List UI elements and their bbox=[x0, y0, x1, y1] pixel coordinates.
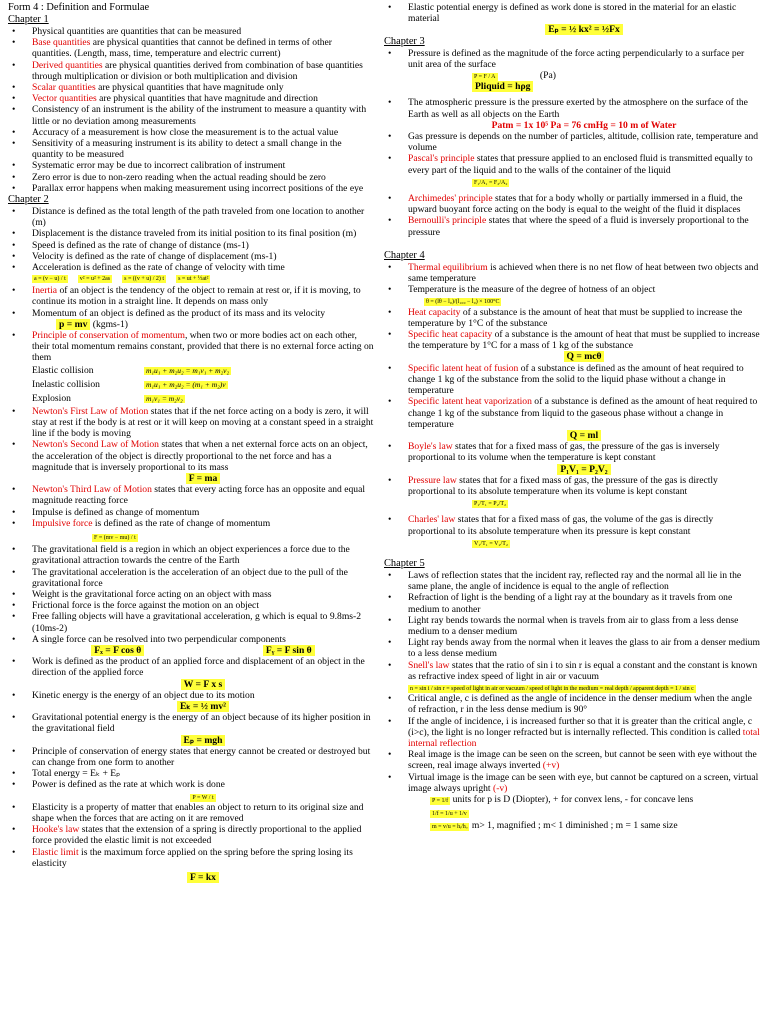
equation: Pliquid = hρg bbox=[472, 81, 533, 92]
collision-row: Inelastic collision m₁u₁ + m₂u₂ = (m₁ + m₂)v bbox=[32, 379, 226, 391]
list-item: • Zero error is due to non-zero reading when the actual reading should be zero bbox=[32, 172, 374, 183]
lens-equation bbox=[408, 805, 760, 820]
momentum-equation: p = mv (kgms-1) bbox=[32, 319, 374, 330]
left-column bbox=[8, 2, 374, 883]
term: Specific heat capacity bbox=[408, 329, 493, 341]
list-item: • Vector quantities are physical quantities that have magnitude and direction bbox=[32, 93, 374, 104]
equation: Q = ml bbox=[567, 430, 601, 441]
list-item: • Speed is defined as the rate of change of distance (ms-1) bbox=[32, 240, 374, 251]
equation: P = W / t bbox=[192, 794, 214, 801]
list-item: • Free falling objects will have a gravitational acceleration, g which is equal to 9.8ms-2 (10ms-2) bbox=[32, 611, 374, 633]
list-item: • Gravitational potential energy is the energy of an object because of its higher position in the gravitational field bbox=[32, 712, 374, 734]
force-components bbox=[32, 645, 374, 656]
snell-equation bbox=[408, 682, 760, 693]
list-item: • Frictional force is the force against the motion on an object bbox=[32, 600, 374, 611]
list-item: • Boyle's law states that for a fixed mass of gas, the pressure of the gas is inversely proportional to its volume when the temperature is kept constant bbox=[408, 441, 760, 463]
list-item: • Laws of reflection states that the incident ray, reflected ray and the normal all lie in the same plane, the angle of incidence is equal to the angle of reflection bbox=[408, 570, 760, 592]
chapter-1-list bbox=[8, 26, 374, 194]
list-item: • Bernoulli's principle states that where the speed of a fluid is inversely proportional to the pressure bbox=[408, 215, 760, 237]
lens-power-row: P = 1/f units for p is D (Diopter), + for convex lens, - for concave lens bbox=[432, 794, 694, 805]
temperature-equation bbox=[408, 295, 760, 306]
list-item: • Thermal equilibrium is achieved when there is no net flow of heat between two objects and same temperature bbox=[408, 262, 760, 284]
right-column bbox=[384, 2, 760, 832]
equation: Fᵧ = F sin θ bbox=[263, 645, 315, 656]
equation: F = (mv − mu) / t bbox=[94, 534, 136, 541]
kinematic-equations bbox=[32, 273, 374, 285]
list-item: • Specific latent heat of fusion of a substance is defined as the amount of heat required to change 1 kg of the substance from the solid to the liquid phase without a change in temperature bbox=[408, 363, 760, 397]
list-item: • Work is defined as the product of an applied force and displacement of an object in the direction of the applied force bbox=[32, 656, 374, 678]
list-item: • Newton's First Law of Motion states that if the net force acting on a body is zero, it will stay at rest if the body is at rest or it will keep on moving at a constant speed in a straight line if the body is moving bbox=[32, 406, 374, 440]
q1-equation bbox=[408, 351, 760, 362]
chapter-2-heading: Chapter 2 bbox=[8, 194, 49, 206]
list-item: • Scalar quantities are physical quantities that have magnitude only bbox=[32, 82, 374, 93]
chapter-4-list bbox=[384, 262, 760, 548]
list-item: • Consistency of an instrument is the ability of the instrument to measure a quantity with little or no deviation among measurements bbox=[32, 104, 374, 126]
term: Derived quantities bbox=[32, 59, 103, 71]
list-item: • Displacement is the distance traveled from its initial position to its final position (m) bbox=[32, 228, 374, 239]
term: Newton's First Law of Motion bbox=[32, 405, 149, 417]
pressure-equation: P = F / A (Pa) bbox=[474, 70, 556, 82]
list-item: • Newton's Third Law of Motion states that every acting force has an opposite and equal magnitude reacting force bbox=[32, 484, 374, 506]
q2-equation bbox=[408, 430, 760, 441]
term: Hooke's law bbox=[32, 824, 80, 836]
equation: 1/f = 1/u + 1/v bbox=[432, 811, 467, 818]
list-item: • Impulsive force is defined as the rate of change of momentum bbox=[32, 518, 374, 529]
term: total internal reflection bbox=[408, 726, 760, 749]
equation: Fₓ = F cos θ bbox=[91, 645, 144, 656]
term: Base quantities bbox=[32, 37, 91, 49]
list-item: • Inertia of an object is the tendency of the object to remain at rest or, if it is moving, to continue its motion in a straight line. It depends on mass only bbox=[32, 285, 374, 307]
list-item: • Real image is the image can be seen on the screen, but cannot be seen with eye without the screen, real image always inverted (+v) bbox=[408, 749, 760, 771]
equation: n = sin i / sin r = speed of light in air or vacuum / speed of light in the medium = real depth / apparent depth = 1 / sin c bbox=[410, 685, 694, 692]
list-item: • Hooke's law states that the extension of a spring is directly proportional to the applied force provided the elastic limit is not exceeded bbox=[32, 824, 374, 846]
equation: F₁/A₁ = F₂/A₂ bbox=[474, 179, 508, 186]
list-item: • Snell's law states that the ratio of sin i to sin r is equal a constant and the constant is known as refractive index speed of light in air or vacuum bbox=[408, 660, 760, 682]
hooke-equation bbox=[32, 869, 374, 883]
chapter-5-list bbox=[384, 570, 760, 832]
list-item: • Distance is defined as the total length of the path traveled from one location to another (m) bbox=[32, 206, 374, 228]
equation: Eₚ = ½ kx² = ½Fx bbox=[545, 24, 623, 35]
magnification-row: m = v/u = hᵢ/hₒ m> 1, magnified ; m< 1 diminished ; m = 1 same size bbox=[432, 820, 678, 832]
list-item: • Parallax error happens when making measurement using incorrect positions of the eye bbox=[32, 183, 374, 194]
term: Pascal's principle bbox=[408, 153, 475, 165]
list-item: • Accuracy of a measurement is how close the measurement is to the actual value bbox=[32, 127, 374, 138]
equation: Eₚ = mgh bbox=[181, 735, 226, 746]
list-item: • If the angle of incidence, i is increased further so that it is greater than the critical angle, c (i>c), the light is no longer refracted but is internally reflected. This condition is called total internal reflection bbox=[408, 716, 760, 750]
list-item: • Power is defined as the rate at which work is done bbox=[32, 779, 374, 790]
chapter-3-heading: Chapter 3 bbox=[384, 35, 425, 47]
term: Elastic limit bbox=[32, 846, 79, 858]
list-item: • Heat capacity of a substance is the amount of heat that must be supplied to increase the temperature by 1°C of the substance bbox=[408, 307, 760, 329]
list-item: • Elastic potential energy is defined as work done is stored in the material for an elastic material bbox=[408, 2, 760, 24]
list-item: • Derived quantities are physical quantities derived from combination of base quantities through multiplication or division or both multiplication and division bbox=[32, 60, 374, 82]
term: Newton's Second Law of Motion bbox=[32, 439, 159, 451]
equation: v² = u² + 2as bbox=[79, 276, 111, 283]
equation: s = ut + ½at² bbox=[178, 276, 209, 283]
ke-equation bbox=[32, 701, 374, 712]
list-item: • Base quantities are physical quantities that cannot be defined in terms of other quantities. (Length, mass, time, temperature and electric current) bbox=[32, 37, 374, 59]
term: Specific latent heat vaporization bbox=[408, 396, 532, 408]
list-item: • Velocity is defined as the rate of change of displacement (ms-1) bbox=[32, 251, 374, 262]
chapter-1-heading: Chapter 1 bbox=[8, 14, 49, 25]
pascal-equation bbox=[408, 176, 760, 187]
equation: m₁u₁ + m₂u₂ = m₁v₁ + m₂v₂ bbox=[146, 365, 230, 375]
term: Pressure law bbox=[408, 474, 457, 486]
term: Boyle's law bbox=[408, 441, 453, 453]
list-item: • Light ray bends away from the normal when it leaves the glass to air from a denser medium to a less dense medium bbox=[408, 637, 760, 659]
list-item: • Gas pressure is depends on the number of particles, altitude, collision rate, temperature and volume bbox=[408, 131, 760, 153]
list-item: • Total energy = Eₖ + Eₚ bbox=[32, 768, 374, 779]
list-item: • The gravitational acceleration is the acceleration of an object due to the pull of the gravitational force bbox=[32, 567, 374, 589]
chapter-5-heading: Chapter 5 bbox=[384, 557, 425, 569]
sign: (+v) bbox=[542, 760, 560, 772]
chapter-2-list bbox=[8, 206, 374, 883]
equation: Q = mcθ bbox=[564, 351, 605, 362]
epe-equation bbox=[408, 24, 760, 35]
list-item: • Pressure is defined as the magnitude of the force acting perpendicularly to a surface per unit area of the surface bbox=[408, 48, 760, 70]
term: Charles' law bbox=[408, 514, 456, 526]
list-item: • Impulse is defined as change of momentum bbox=[32, 507, 374, 518]
list-item: • Systematic error may be due to incorrect calibration of instrument bbox=[32, 160, 374, 171]
power-equation bbox=[32, 791, 374, 802]
list-item: • The atmospheric pressure is the pressure exerted by the atmosphere on the surface of the Earth as well as all objects on the Earth bbox=[408, 97, 760, 119]
term: Principle of conservation of momentum bbox=[32, 330, 185, 342]
list-item: • Specific latent heat vaporization of a substance is defined as the amount of heat required to change 1 kg of the substance from liquid to the gaseous phase without a change in temperature bbox=[408, 396, 760, 430]
list-item: • Critical angle, c is defined as the angle of incidence in the denser medium when the angle of refraction, r in the less dense medium is 90° bbox=[408, 693, 760, 715]
equation: m₁u₁ + m₂u₂ = (m₁ + m₂)v bbox=[146, 379, 226, 389]
newton2-equation bbox=[32, 473, 374, 484]
chapter-3-list bbox=[384, 48, 760, 238]
equation: m = v/u = hᵢ/hₒ bbox=[432, 824, 468, 831]
list-item: • Archimedes' principle states that for a body wholly or partially immersed in a fluid, the upward buoyant force acting on the body is equal to the weight of the fluid it displaces bbox=[408, 193, 760, 215]
list-item: • A single force can be resolved into two perpendicular components bbox=[32, 634, 374, 645]
list-item: • Acceleration is defined as the rate of change of velocity with time bbox=[32, 262, 374, 273]
equation: P₁/T₁ = P₂/T₂ bbox=[474, 501, 507, 508]
page-title: Form 4 : Definition and Formulae bbox=[8, 2, 150, 13]
sign: (-v) bbox=[493, 782, 508, 794]
list-item: • Charles' law states that for a fixed mass of gas, the volume of the gas is directly proportional to its absolute temperature when its pressure is kept constant bbox=[408, 514, 760, 536]
equation: s = ((v + u) / 2) t bbox=[124, 276, 165, 283]
term: Bernoulli's principle bbox=[408, 215, 487, 227]
term: Scalar quantities bbox=[32, 82, 96, 94]
term: Archimedes' principle bbox=[408, 193, 493, 205]
list-item: • Virtual image is the image can be seen with eye, but cannot be captured on a screen, virtual image always upright (-v) bbox=[408, 772, 760, 794]
plaw-equation bbox=[408, 497, 760, 508]
charles-equation bbox=[408, 537, 760, 548]
epe-list bbox=[384, 2, 760, 36]
chapter-4-heading: Chapter 4 bbox=[384, 249, 425, 261]
term: Thermal equilibrium bbox=[408, 261, 488, 273]
equation: P₁V₁ = P₂V₂ bbox=[557, 464, 610, 475]
term: Heat capacity bbox=[408, 306, 461, 318]
list-item: • Pascal's principle states that pressure applied to an enclosed fluid is transmitted equally to every part of the liquid and to the walls of the container of the liquid bbox=[408, 153, 760, 175]
pliquid-equation bbox=[408, 81, 760, 92]
equation: P = F / A bbox=[474, 74, 496, 81]
collision-row: Explosion m₁v₁ = m₂v₂ bbox=[32, 393, 183, 405]
equation: a = (v − u) / t bbox=[34, 276, 66, 283]
equation: V₁/T₁ = V₂/T₂ bbox=[474, 540, 508, 547]
list-item: • Principle of conservation of momentum, when two or more bodies act on each other, their total momentum remains constant, provided that there is no external force acting on them bbox=[32, 330, 374, 364]
collision-row: Elastic collision m₁u₁ + m₂u₂ = m₁v₁ + m₂v₂ bbox=[32, 365, 230, 377]
patm-equation: Patm = 1x 10⁵ Pa = 76 cmHg = 10 m of Water bbox=[491, 119, 677, 131]
equation: F = kx bbox=[187, 872, 219, 883]
term: Impulsive force bbox=[32, 517, 93, 529]
impulsive-equation bbox=[32, 529, 374, 544]
list-item: • Specific heat capacity of a substance is the amount of heat that must be supplied to increase the temperature by 1°C for a mass of 1 kg of the substance bbox=[408, 329, 760, 351]
list-item: • Temperature is the measure of the degree of hotness of an object bbox=[408, 284, 760, 295]
equation: m₁v₁ = m₂v₂ bbox=[146, 393, 183, 403]
list-item: • Light ray bends towards the normal when is travels from air to glass from a less dense medium to a denser medium bbox=[408, 615, 760, 637]
list-item: • Kinetic energy is the energy of an object due to its motion bbox=[32, 690, 374, 701]
list-item: • Momentum of an object is defined as the product of its mass and its velocity bbox=[32, 308, 374, 319]
equation: Eₖ = ½ mv² bbox=[177, 701, 229, 712]
list-item: • Physical quantities are quantities that can be measured bbox=[32, 26, 374, 37]
list-item: • Weight is the gravitational force acting on an object with mass bbox=[32, 589, 374, 600]
gpe-equation bbox=[32, 735, 374, 746]
list-item: • Pressure law states that for a fixed mass of gas, the pressure of the gas is directly proportional to its absolute temperature when its volume is kept constant bbox=[408, 475, 760, 497]
work-equation bbox=[32, 679, 374, 690]
list-item: • The gravitational field is a region in which an object experiences a force due to the gravitational attraction towards the centre of the Earth bbox=[32, 544, 374, 566]
term: Vector quantities bbox=[32, 93, 97, 105]
term: Newton's Third Law of Motion bbox=[32, 484, 152, 496]
list-item: • Newton's Second Law of Motion states that when a net external force acts on an object, the acceleration of the object is directly proportional to the net force and has a magnitude that is inversely proportional to its mass bbox=[32, 439, 374, 473]
term: Specific latent heat of fusion bbox=[408, 362, 519, 374]
equation: p = mv bbox=[56, 319, 90, 330]
boyle-equation bbox=[408, 464, 760, 475]
list-item: • Principle of conservation of energy states that energy cannot be created or destroyed but can change from one form to another bbox=[32, 746, 374, 768]
list-item: • Elastic limit is the maximum force applied on the spring before the spring losing its elasticity bbox=[32, 847, 374, 869]
list-item: • Elasticity is a property of matter that enables an object to return to its original size and shape when the forces that are acting on it are removed bbox=[32, 802, 374, 824]
equation: F = ma bbox=[186, 473, 221, 484]
list-item: • Sensitivity of a measuring instrument is its ability to detect a small change in the quantity to be measured bbox=[32, 138, 374, 160]
list-item: • Refraction of light is the bending of a light ray at the boundary as it travels from one medium to another bbox=[408, 592, 760, 614]
equation: P = 1/f bbox=[432, 798, 449, 804]
equation: θ = (lθ − l₀)/(l₁₀₀ − l₀) × 100°C bbox=[426, 299, 500, 306]
term: Inertia bbox=[32, 285, 58, 297]
term: Snell's law bbox=[408, 659, 450, 671]
equation: W = F x s bbox=[181, 679, 226, 690]
